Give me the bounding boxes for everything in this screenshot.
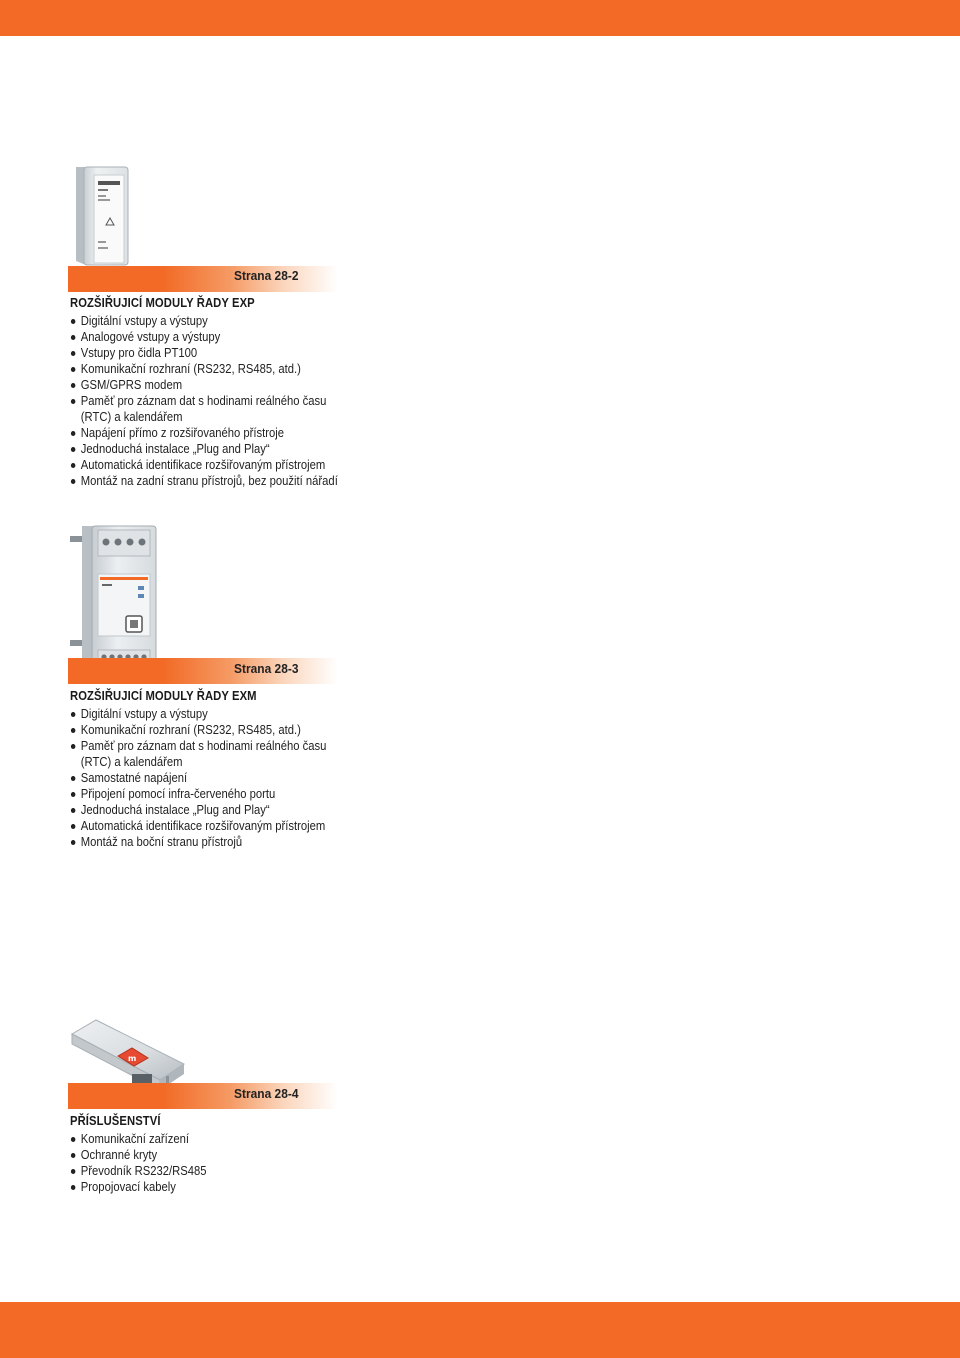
list-item: Montáž na boční stranu přístrojů: [70, 834, 367, 850]
list-item: Analogové vstupy a výstupy: [70, 329, 367, 345]
list-item: Připojení pomocí infra-červeného portu: [70, 786, 367, 802]
list-item-continuation: (RTC) a kalendářem: [80, 755, 183, 769]
top-accent-bar: [0, 0, 960, 36]
section-title: ROZŠIŘUJICÍ MODULY ŘADY EXP: [70, 296, 255, 310]
page-reference: Strana 28-2: [234, 268, 299, 283]
list-item: Digitální vstupy a výstupy: [70, 313, 367, 329]
bottom-accent-bar: [0, 1302, 960, 1358]
feature-list: [70, 706, 367, 850]
list-item: Ochranné kryty: [70, 1147, 367, 1163]
list-item: Samostatné napájení: [70, 770, 367, 786]
page-reference: Strana 28-4: [234, 1086, 299, 1101]
list-item: Komunikační zařízení: [70, 1131, 367, 1147]
feature-list: [70, 313, 367, 489]
list-item: Montáž na zadní stranu přístrojů, bez použití nářadí: [70, 473, 367, 489]
list-item: Jednoduchá instalace „Plug and Play“: [70, 441, 367, 457]
list-item: Paměť pro záznam dat s hodinami reálného času: [70, 738, 367, 754]
exp-module-image: [72, 165, 132, 270]
list-item: Jednoduchá instalace „Plug and Play“: [70, 802, 367, 818]
list-item-continuation: (RTC) a kalendářem: [80, 410, 183, 424]
list-item: Komunikační rozhraní (RS232, RS485, atd.): [70, 361, 367, 377]
list-item: Digitální vstupy a výstupy: [70, 706, 367, 722]
feature-list: [70, 1131, 367, 1195]
svg-text:m: m: [128, 1054, 137, 1063]
section-title: PŘÍSLUŠENSTVÍ: [70, 1114, 161, 1128]
list-item: Převodník RS232/RS485: [70, 1163, 367, 1179]
list-item: Napájení přímo z rozšiřovaného přístroje: [70, 425, 367, 441]
exm-module-image: [68, 522, 158, 672]
list-item: Propojovací kabely: [70, 1179, 367, 1195]
list-item: GSM/GPRS modem: [70, 377, 367, 393]
list-item: Paměť pro záznam dat s hodinami reálného času: [70, 393, 367, 409]
page-reference: Strana 28-3: [234, 661, 299, 676]
list-item: Automatická identifikace rozšiřovaným přístrojem: [70, 818, 367, 834]
list-item: Vstupy pro čidla PT100: [70, 345, 367, 361]
list-item: Automatická identifikace rozšiřovaným přístrojem: [70, 457, 367, 473]
section-title: ROZŠIŘUJICÍ MODULY ŘADY EXM: [70, 689, 257, 703]
list-item: Komunikační rozhraní (RS232, RS485, atd.): [70, 722, 367, 738]
